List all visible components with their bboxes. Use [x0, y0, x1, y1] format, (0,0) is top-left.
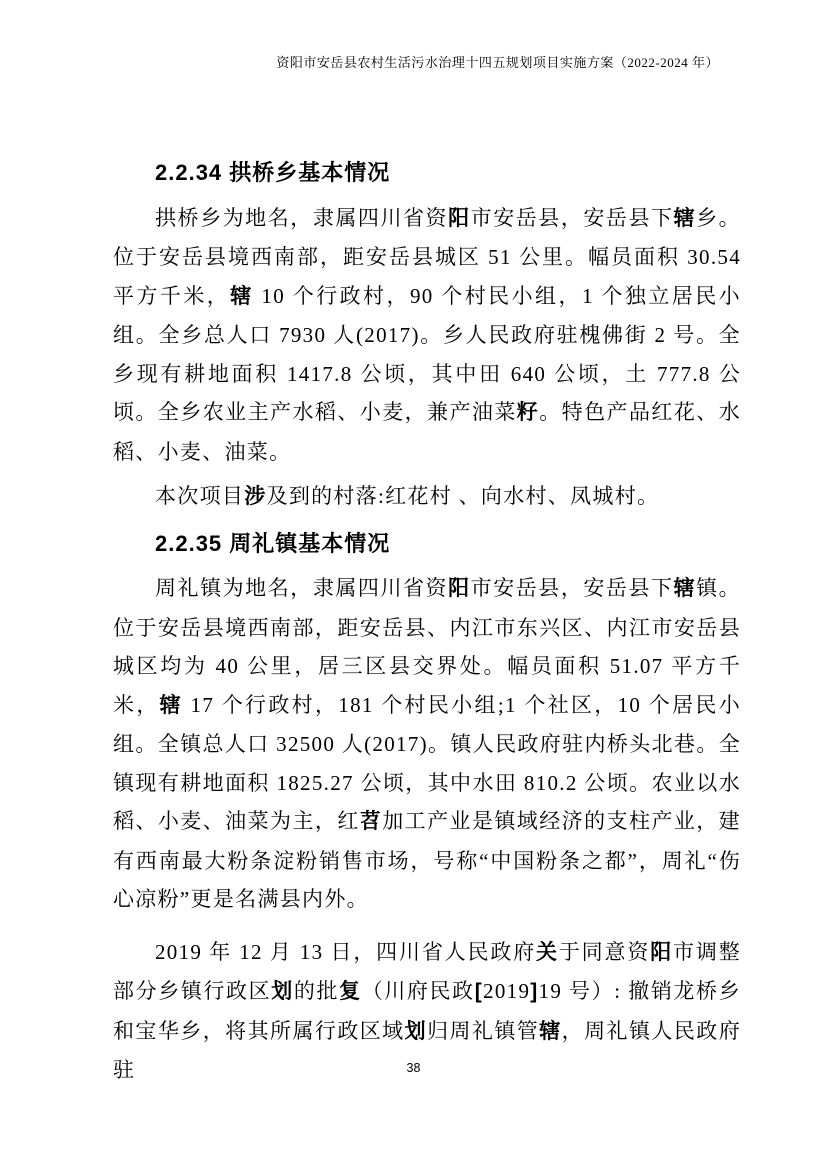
text-run: 及到的村落:红花村 、向水村、凤城村。 — [266, 484, 660, 508]
paragraph — [113, 199, 741, 472]
emphasized-text: 辖 — [230, 284, 254, 308]
emphasized-text: 涉 — [244, 485, 267, 508]
emphasized-text: 辖 — [159, 693, 183, 717]
text-run: 市安岳县，安岳县下 — [470, 576, 674, 600]
text-run: 的批 — [293, 979, 340, 1003]
text-run: 市调整部分乡镇行政区 — [113, 939, 741, 1003]
text-run: 本次项目 — [155, 484, 245, 508]
text-run: 市安岳县，安岳县下 — [470, 205, 674, 230]
emphasized-text: 辖 — [539, 1019, 562, 1043]
document-header: 资阳市安岳县农村生活污水治理十四五规划项目实施方案（2022-2024 年） — [276, 55, 719, 70]
emphasized-text: 辖 — [673, 206, 697, 230]
text-run: 于同意资 — [558, 939, 651, 964]
text-run: 。特色产品红花、水稻、小麦、油菜。 — [113, 400, 741, 464]
emphasized-text: 划 — [271, 980, 294, 1003]
emphasized-text: 阳 — [448, 577, 471, 600]
emphasized-text: 阳 — [650, 940, 674, 964]
text-run: 加工产业是镇域经济的支柱产业，建有西南最大粉条淀粉销售市场，号称“中国粉条之都”，周礼“伤心凉粉”更是名满县内外。 — [113, 809, 741, 911]
emphasized-text: ] — [530, 980, 539, 1003]
emphasized-text: 苕 — [359, 810, 383, 833]
emphasized-text: 2.2.34 拱桥乡基本情况 — [155, 160, 391, 185]
text-run: （川府民政 — [361, 979, 475, 1003]
text-run: 镇。位于安岳县境西南部，距安岳县、内江市东兴区、内江市安岳县城区均为 40 公里，居三区县交界处。幅员面积 51.07 平方千米， — [113, 576, 741, 717]
text-run: 乡。位于安岳县境西南部，距安岳县城区 51 公里。幅员面积 30.54 平方千米， — [113, 205, 741, 308]
section-heading — [113, 525, 741, 564]
text-run: 2019 — [483, 979, 531, 1003]
text-run: 拱桥乡为地名，隶属四川省资 — [155, 205, 449, 230]
text-run: 10 个行政村，90 个村民小组，1 个独立居民小组。全乡总人口 7930 人(2017)。乡人民政府驻槐佛街 2 号。全乡现有耕地面积 1417.8 公顷，其中田 640 公顷，土 777.8 公顷。全乡农业主产水稻、小麦，兼产油菜 — [113, 283, 741, 424]
document-body — [113, 146, 741, 1090]
paragraph — [113, 477, 741, 517]
text-run: 归周礼镇管 — [427, 1018, 540, 1043]
text-run: 17 个行政村，181 个村民小组;1 个社区，10 个居民小组。全镇总人口 32500 人(2017)。镇人民政府驻内桥头北巷。全镇现有耕地面积 1825.27 公顷，其中水田 810.2 公顷。农业以水稻、小麦、油菜为主，红 — [113, 692, 741, 833]
emphasized-text: 阳 — [448, 206, 471, 230]
emphasized-text: [ — [474, 980, 484, 1003]
text-run: ，周礼镇人民政府驻 — [113, 1018, 741, 1082]
emphasized-text: 2.2.35 周礼镇基本情况 — [155, 530, 391, 556]
emphasized-text: 籽 — [516, 401, 540, 424]
section-heading — [113, 154, 741, 193]
text-run: 2019 年 12 月 13 日，四川省人民政府 — [155, 939, 536, 964]
emphasized-text: 关 — [536, 940, 559, 964]
text-run: 周礼镇为地名，隶属四川省资 — [155, 576, 449, 600]
paragraph — [113, 569, 741, 919]
page-number: 38 — [406, 1061, 421, 1075]
emphasized-text: 划 — [404, 1019, 428, 1043]
emphasized-text: 辖 — [673, 577, 697, 600]
emphasized-text: 复 — [339, 980, 362, 1003]
text-run: 19 号）: 撤销龙桥乡和宝华乡，将其所属行政区域 — [113, 979, 741, 1043]
